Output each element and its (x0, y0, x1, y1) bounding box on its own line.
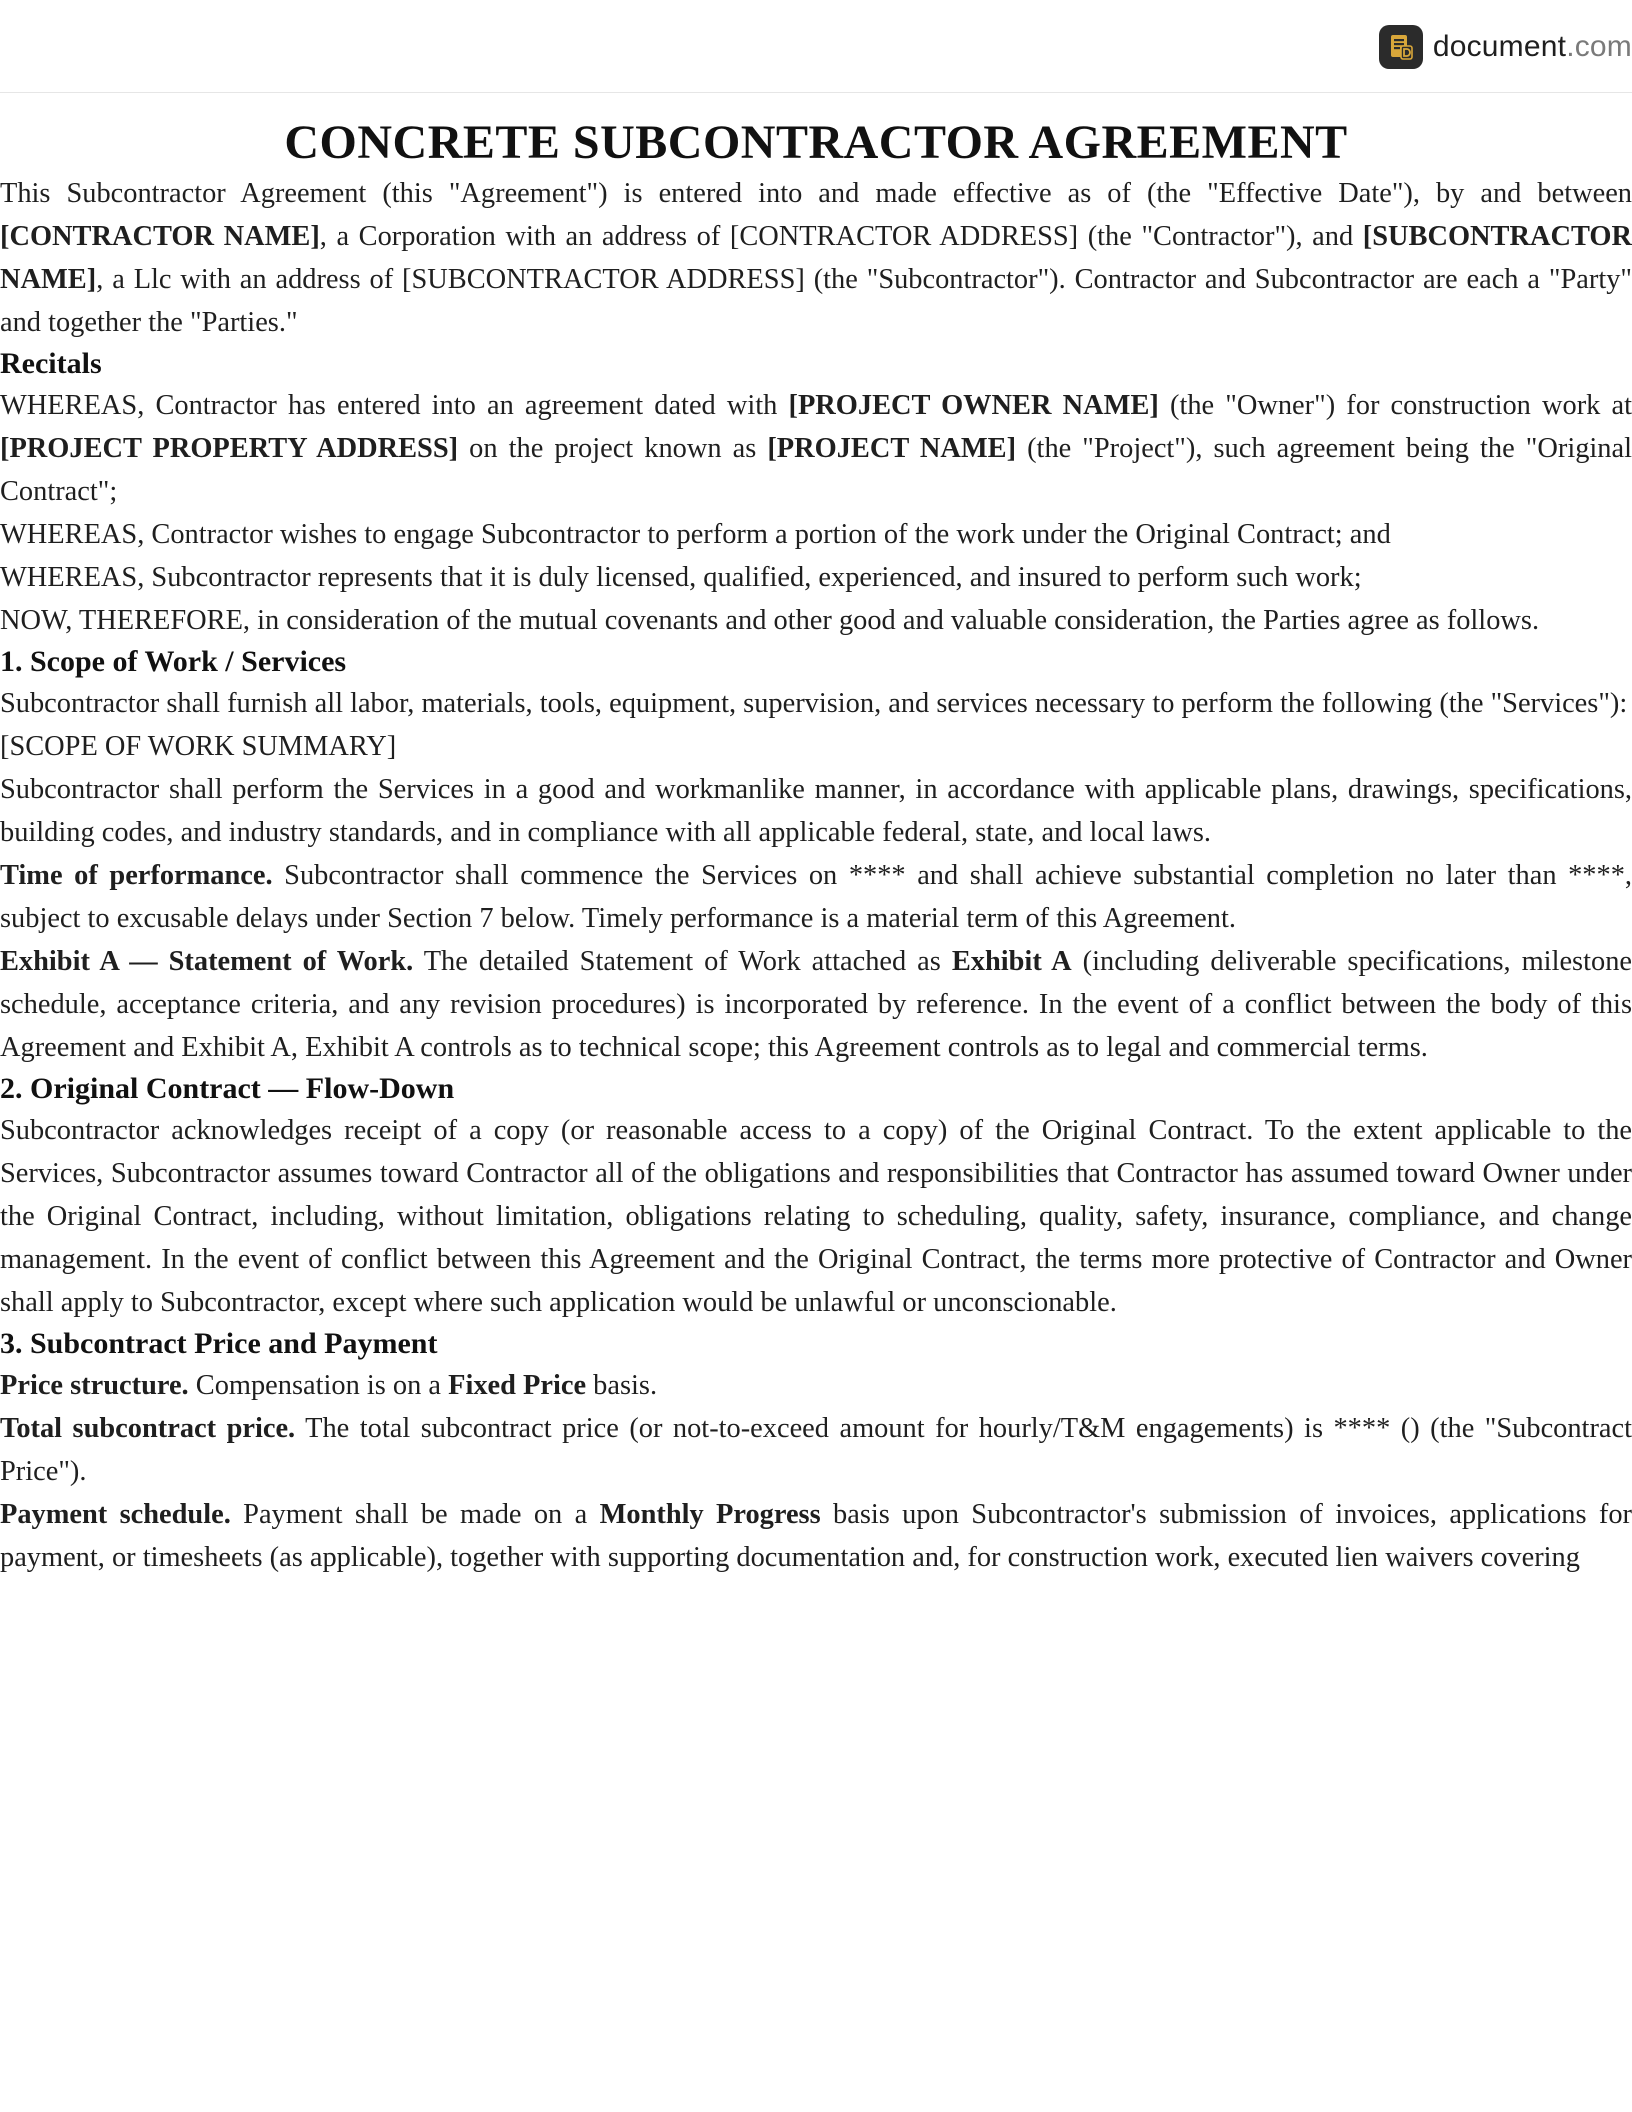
payment-schedule-paragraph (0, 1493, 1632, 1579)
recitals-heading: Recitals (0, 346, 102, 380)
exhibit-reference: Exhibit A (951, 945, 1072, 977)
clause-label: Payment schedule. (0, 1498, 231, 1530)
exhibit-a-paragraph (0, 940, 1632, 1069)
section-1-heading: 1. Scope of Work / Services (0, 644, 347, 678)
intro-text: , a Corporation with an address of [CONTRACTOR ADDRESS] (the "Contractor"), and (319, 220, 1363, 252)
document-body (0, 92, 1632, 1579)
document-logo-icon (1379, 25, 1423, 69)
page-header (0, 0, 1632, 93)
intro-text: This Subcontractor Agreement (this "Agreement") is entered into and made effective as of (the "Effective Date"), by and between (0, 177, 1632, 209)
clause-text: Subcontractor shall commence the Services on **** and shall achieve substantial completion no later than ****, subject to excusable delays under Section 7 below. Timely performance is a material term of this Agreement. (0, 859, 1632, 934)
time-of-performance-paragraph (0, 854, 1632, 940)
section-1-paragraph: Subcontractor shall furnish all labor, materials, tools, equipment, supervision, and services necessary to perform the following (the "Services"): (0, 687, 1628, 719)
clause-text: Compensation is on a (188, 1369, 449, 1401)
recital-paragraph: NOW, THEREFORE, in consideration of the mutual covenants and other good and valuable consideration, the Parties agree as follows. (0, 604, 1540, 636)
recital-paragraph (0, 384, 1632, 513)
contractor-name-placeholder: [CONTRACTOR NAME] (0, 220, 320, 252)
recital-text: (the "Project"), such agreement being the "Original Contract"; (0, 432, 1632, 507)
intro-paragraph (0, 172, 1632, 344)
document-title: CONCRETE SUBCONTRACTOR AGREEMENT (284, 116, 1348, 169)
section-2-paragraph: Subcontractor acknowledges receipt of a copy (or reasonable access to a copy) of the Original Contract. To the extent applicable to the Services, Subcontractor assumes toward Contractor all of the obligations and responsibilities that Contractor has assumed toward Owner under the Original Contract, including, without limitation, obligations relating to scheduling, quality, safety, insurance, compliance, and change management. In the event of conflict between this Agreement and the Original Contract, the terms more protective of Contractor and Owner shall apply to Subcontractor, except where such application would be unlawful or unconscionable. (0, 1114, 1632, 1318)
price-structure-paragraph (0, 1364, 1632, 1407)
section-2-heading: 2. Original Contract — Flow-Down (0, 1071, 455, 1105)
subcontractor-name-placeholder: [SUBCONTRACTOR NAME] (0, 220, 1632, 295)
recital-paragraph: WHEREAS, Contractor wishes to engage Subcontractor to perform a portion of the work under the Original Contract; and (0, 518, 1391, 550)
section-1-paragraph: Subcontractor shall perform the Services in a good and workmanlike manner, in accordance with applicable plans, drawings, specifications, building codes, and industry standards, and in compliance with all applicable federal, state, and local laws. (0, 773, 1632, 848)
clause-text: basis upon Subcontractor's submission of invoices, applications for payment, or timesheets (as applicable), together with supporting documentation and, for construction work, executed lien waivers covering (0, 1498, 1632, 1573)
property-address-placeholder: [PROJECT PROPERTY ADDRESS] (0, 432, 459, 464)
payment-basis: Monthly Progress (599, 1498, 821, 1530)
clause-label: Price structure. (0, 1369, 189, 1401)
brand[interactable] (1379, 24, 1632, 70)
recital-text: on the project known as (458, 432, 768, 464)
recital-paragraph: WHEREAS, Subcontractor represents that it is duly licensed, qualified, experienced, and insured to perform such work; (0, 561, 1362, 593)
clause-text: The detailed Statement of Work attached as (413, 945, 952, 977)
total-price-paragraph (0, 1407, 1632, 1493)
clause-text: basis. (586, 1369, 658, 1401)
clause-text: The total subcontract price (or not-to-exceed amount for hourly/T&M engagements) is **** () (the "Subcontract Price"). (0, 1412, 1632, 1487)
price-basis: Fixed Price (448, 1369, 587, 1401)
brand-name (1433, 30, 1632, 64)
project-name-placeholder: [PROJECT NAME] (767, 432, 1017, 464)
clause-label: Exhibit A — Statement of Work. (0, 945, 414, 977)
section-3-heading: 3. Subcontract Price and Payment (0, 1326, 438, 1360)
brand-name-tld: .com (1566, 30, 1632, 63)
clause-text: Payment shall be made on a (230, 1498, 600, 1530)
scope-summary-placeholder: [SCOPE OF WORK SUMMARY] (0, 730, 397, 762)
recital-text: WHEREAS, Contractor has entered into an agreement dated with (0, 389, 789, 421)
clause-label: Total subcontract price. (0, 1412, 296, 1444)
recital-text: (the "Owner") for construction work at (1158, 389, 1632, 421)
clause-label: Time of performance. (0, 859, 273, 891)
clause-text: (including deliverable specifications, milestone schedule, acceptance criteria, and any revision procedures) is incorporated by reference. In the event of a conflict between the body of this Agreement and Exhibit A, Exhibit A controls as to technical scope; this Agreement controls as to legal and commercial terms. (0, 945, 1632, 1063)
brand-name-main: document (1432, 30, 1567, 63)
intro-text: , a Llc with an address of [SUBCONTRACTOR ADDRESS] (the "Subcontractor"). Contractor and Subcontractor are each a "Party" and together the "Parties." (0, 263, 1632, 338)
owner-name-placeholder: [PROJECT OWNER NAME] (788, 389, 1159, 421)
